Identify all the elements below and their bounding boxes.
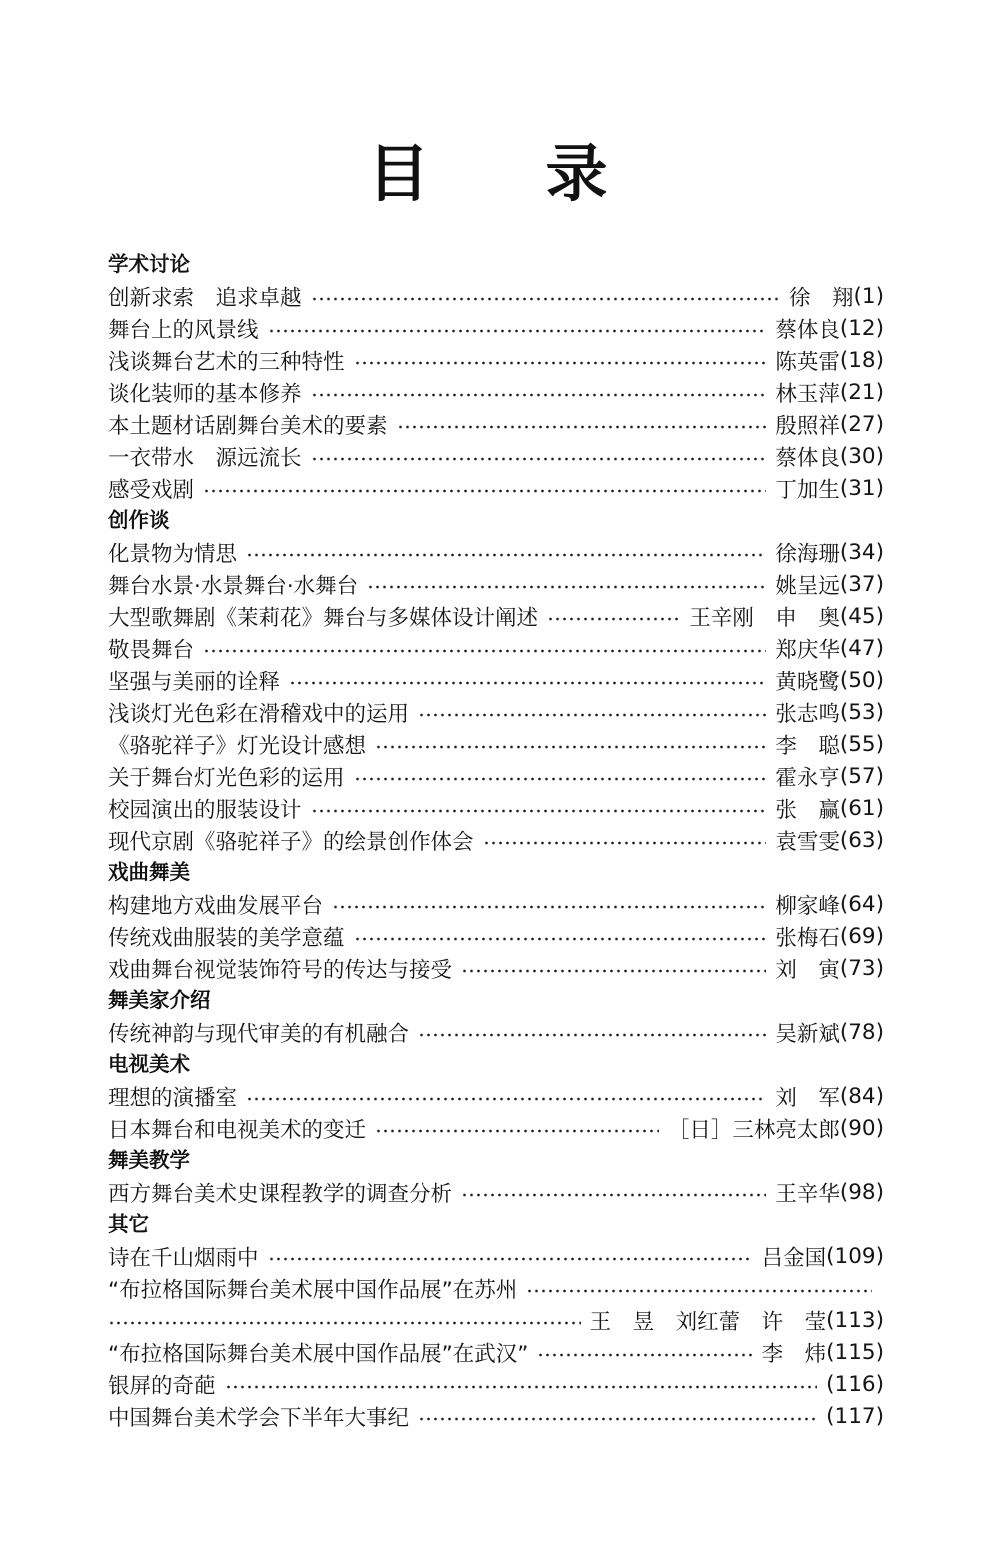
toc-entry — [108, 920, 884, 952]
entry-author: ［日］三林亮太郎 — [667, 1117, 840, 1143]
entry-author: 李 聪 — [775, 733, 840, 759]
entry-page: (1) — [853, 283, 884, 309]
toc-entry — [108, 824, 884, 856]
dot-leader — [537, 1336, 752, 1368]
dot-leader — [354, 344, 767, 376]
dot-leader — [203, 632, 766, 664]
toc-entry — [108, 952, 884, 984]
toc-entry — [108, 696, 884, 728]
entry-title: 谈化装师的基本修养 — [108, 381, 302, 407]
entry-page: (57) — [839, 763, 884, 789]
entry-page: (47) — [839, 635, 884, 661]
entry-page: (64) — [839, 891, 884, 917]
entry-title: 构建地方戏曲发展平台 — [108, 893, 324, 919]
entry-author: 徐 翔 — [789, 285, 854, 311]
dot-leader — [203, 472, 766, 504]
entry-page: (63) — [839, 827, 884, 853]
section-heading: 创作谈 — [108, 508, 170, 532]
dot-leader — [375, 728, 766, 760]
entry-author: 王 昱 刘红蕾 许 莹 — [589, 1309, 827, 1335]
entry-title: 现代京剧《骆驼祥子》的绘景创作体会 — [108, 829, 474, 855]
entry-author: 吕金国 — [761, 1245, 827, 1271]
entry-page: (116) — [826, 1371, 884, 1397]
entry-page: (84) — [839, 1083, 884, 1109]
dot-leader — [418, 1016, 766, 1048]
toc-entry — [108, 1080, 884, 1112]
toc-entry — [108, 760, 884, 792]
entry-title: 戏曲舞台视觉装饰符号的传达与接受 — [108, 957, 453, 983]
toc-entry — [108, 600, 884, 632]
toc-entry — [108, 472, 884, 504]
entry-title: 创新求索 追求卓越 — [108, 285, 302, 311]
dot-leader — [311, 280, 781, 312]
entry-author: 郑庆华 — [775, 637, 840, 663]
entry-title: 西方舞台美术史课程教学的调查分析 — [108, 1181, 453, 1207]
entry-page: (78) — [839, 1019, 884, 1045]
dot-leader — [354, 920, 767, 952]
entry-page: (109) — [826, 1243, 884, 1269]
entry-page: (61) — [839, 795, 884, 821]
entry-title: 本土题材话剧舞台美术的要素 — [108, 413, 388, 439]
entry-title: 诗在千山烟雨中 — [108, 1245, 259, 1271]
dot-leader — [311, 376, 767, 408]
entry-author: 张梅石 — [775, 925, 840, 951]
entry-author: 刘 寅 — [775, 957, 840, 983]
entry-title: 化景物为情思 — [108, 541, 238, 567]
entry-page: (45) — [839, 603, 884, 629]
toc-entry — [108, 440, 884, 472]
entry-author: 丁加生 — [775, 477, 840, 503]
dot-leader — [461, 952, 766, 984]
entry-author: 刘 军 — [775, 1085, 840, 1111]
entry-author: 姚呈远 — [775, 573, 840, 599]
dot-leader — [418, 1400, 817, 1432]
entry-title: 日本舞台和电视美术的变迁 — [108, 1117, 367, 1143]
entry-page: (53) — [839, 699, 884, 725]
entry-page: (69) — [839, 923, 884, 949]
dot-leader — [483, 824, 767, 856]
toc-entry — [108, 1272, 884, 1304]
entry-title: 关于舞台灯光色彩的运用 — [108, 765, 345, 791]
entry-title: 感受戏剧 — [108, 477, 195, 503]
table-of-contents — [108, 248, 884, 1432]
dot-leader — [461, 1176, 766, 1208]
entry-page: (50) — [839, 667, 884, 693]
toc-entry — [108, 408, 884, 440]
toc-entry — [108, 1368, 884, 1400]
entry-page: (37) — [839, 571, 884, 597]
entry-page: (113) — [826, 1307, 884, 1333]
section-heading: 戏曲舞美 — [108, 860, 190, 884]
section-heading: 学术讨论 — [108, 252, 190, 276]
entry-title: 浅谈舞台艺术的三种特性 — [108, 349, 345, 375]
dot-leader — [311, 440, 767, 472]
dot-leader — [225, 1368, 818, 1400]
dot-leader — [367, 568, 766, 600]
entry-page: (31) — [839, 475, 884, 501]
toc-entry — [108, 888, 884, 920]
entry-author: 霍永亨 — [775, 765, 840, 791]
page-title: 目 录 — [367, 137, 635, 210]
toc-entry — [108, 728, 884, 760]
entry-author: 蔡体良 — [775, 317, 840, 343]
toc-entry — [108, 1112, 884, 1144]
dot-leader — [268, 312, 767, 344]
entry-page: (90) — [839, 1115, 884, 1141]
toc-entry — [108, 1176, 884, 1208]
entry-page: (55) — [839, 731, 884, 757]
dot-leader — [246, 536, 766, 568]
toc-entry — [108, 1016, 884, 1048]
entry-author: 徐海珊 — [775, 541, 840, 567]
toc-entry — [108, 664, 884, 696]
entry-page: (34) — [839, 539, 884, 565]
entry-title: 《骆驼祥子》灯光设计感想 — [108, 733, 367, 759]
entry-page: (73) — [839, 955, 884, 981]
entry-page: (12) — [839, 315, 884, 341]
entry-page: (115) — [826, 1339, 884, 1365]
entry-author: 张志鸣 — [775, 701, 840, 727]
entry-title: 银屏的奇葩 — [108, 1373, 216, 1399]
entry-author: 柳家峰 — [775, 893, 840, 919]
dot-leader — [268, 1240, 753, 1272]
entry-title: 传统戏曲服装的美学意蕴 — [108, 925, 345, 951]
section-heading: 舞美教学 — [108, 1148, 190, 1172]
entry-page: (21) — [839, 379, 884, 405]
entry-title: 一衣带水 源远流长 — [108, 445, 302, 471]
entry-page: (98) — [839, 1179, 884, 1205]
toc-entry — [108, 1336, 884, 1368]
toc-entry — [108, 1400, 884, 1432]
entry-title: “布拉格国际舞台美术展中国作品展”在苏州 — [108, 1277, 518, 1303]
entry-author: 陈英雷 — [775, 349, 840, 375]
toc-entry — [108, 344, 884, 376]
toc-entry — [108, 1240, 884, 1272]
entry-title: 舞台上的风景线 — [108, 317, 259, 343]
dot-leader — [332, 888, 766, 920]
entry-title: 敬畏舞台 — [108, 637, 195, 663]
entry-author: 蔡体良 — [775, 445, 840, 471]
toc-entry — [108, 568, 884, 600]
entry-author: 王辛华 — [775, 1181, 840, 1207]
toc-entry — [108, 536, 884, 568]
entry-title: 理想的演播室 — [108, 1085, 238, 1111]
entry-title: 校园演出的服装设计 — [108, 797, 302, 823]
dot-leader — [354, 760, 767, 792]
dot-leader — [547, 600, 680, 632]
entry-title: 中国舞台美术学会下半年大事纪 — [108, 1405, 410, 1431]
entry-author: 殷照祥 — [775, 413, 840, 439]
section-heading: 电视美术 — [108, 1052, 190, 1076]
entry-title: 传统神韵与现代审美的有机融合 — [108, 1021, 410, 1047]
dot-leader — [397, 408, 767, 440]
entry-page: (27) — [839, 411, 884, 437]
toc-entry — [108, 632, 884, 664]
dot-leader — [246, 1080, 766, 1112]
entry-author: 袁雪雯 — [775, 829, 840, 855]
entry-author: 王辛刚 申 奥 — [689, 605, 840, 631]
entry-page: (117) — [826, 1403, 884, 1429]
toc-entry — [108, 792, 884, 824]
toc-entry — [108, 280, 884, 312]
entry-title: 大型歌舞剧《茉莉花》舞台与多媒体设计阐述 — [108, 605, 539, 631]
entry-title: “布拉格国际舞台美术展中国作品展”在武汉” — [108, 1341, 529, 1367]
entry-page: (18) — [839, 347, 884, 373]
section-heading: 其它 — [108, 1212, 149, 1236]
dot-leader — [526, 1272, 872, 1304]
entry-title: 浅谈灯光色彩在滑稽戏中的运用 — [108, 701, 410, 727]
entry-title: 坚强与美丽的诠释 — [108, 669, 281, 695]
toc-entry — [108, 312, 884, 344]
dot-leader — [311, 792, 767, 824]
entry-author: 李 炜 — [761, 1341, 827, 1367]
dot-leader — [289, 664, 766, 696]
toc-entry-continuation — [108, 1304, 884, 1336]
toc-entry — [108, 376, 884, 408]
dot-leader — [418, 696, 766, 728]
entry-author: 黄晓鹭 — [775, 669, 840, 695]
entry-title: 舞台水景·水景舞台·水舞台 — [108, 573, 359, 599]
section-heading: 舞美家介绍 — [108, 988, 211, 1012]
entry-author: 张 赢 — [775, 797, 840, 823]
entry-page: (30) — [839, 443, 884, 469]
entry-author: 林玉萍 — [775, 381, 840, 407]
dot-leader — [375, 1112, 659, 1144]
dot-leader — [108, 1304, 581, 1336]
entry-author: 吴新斌 — [775, 1021, 840, 1047]
